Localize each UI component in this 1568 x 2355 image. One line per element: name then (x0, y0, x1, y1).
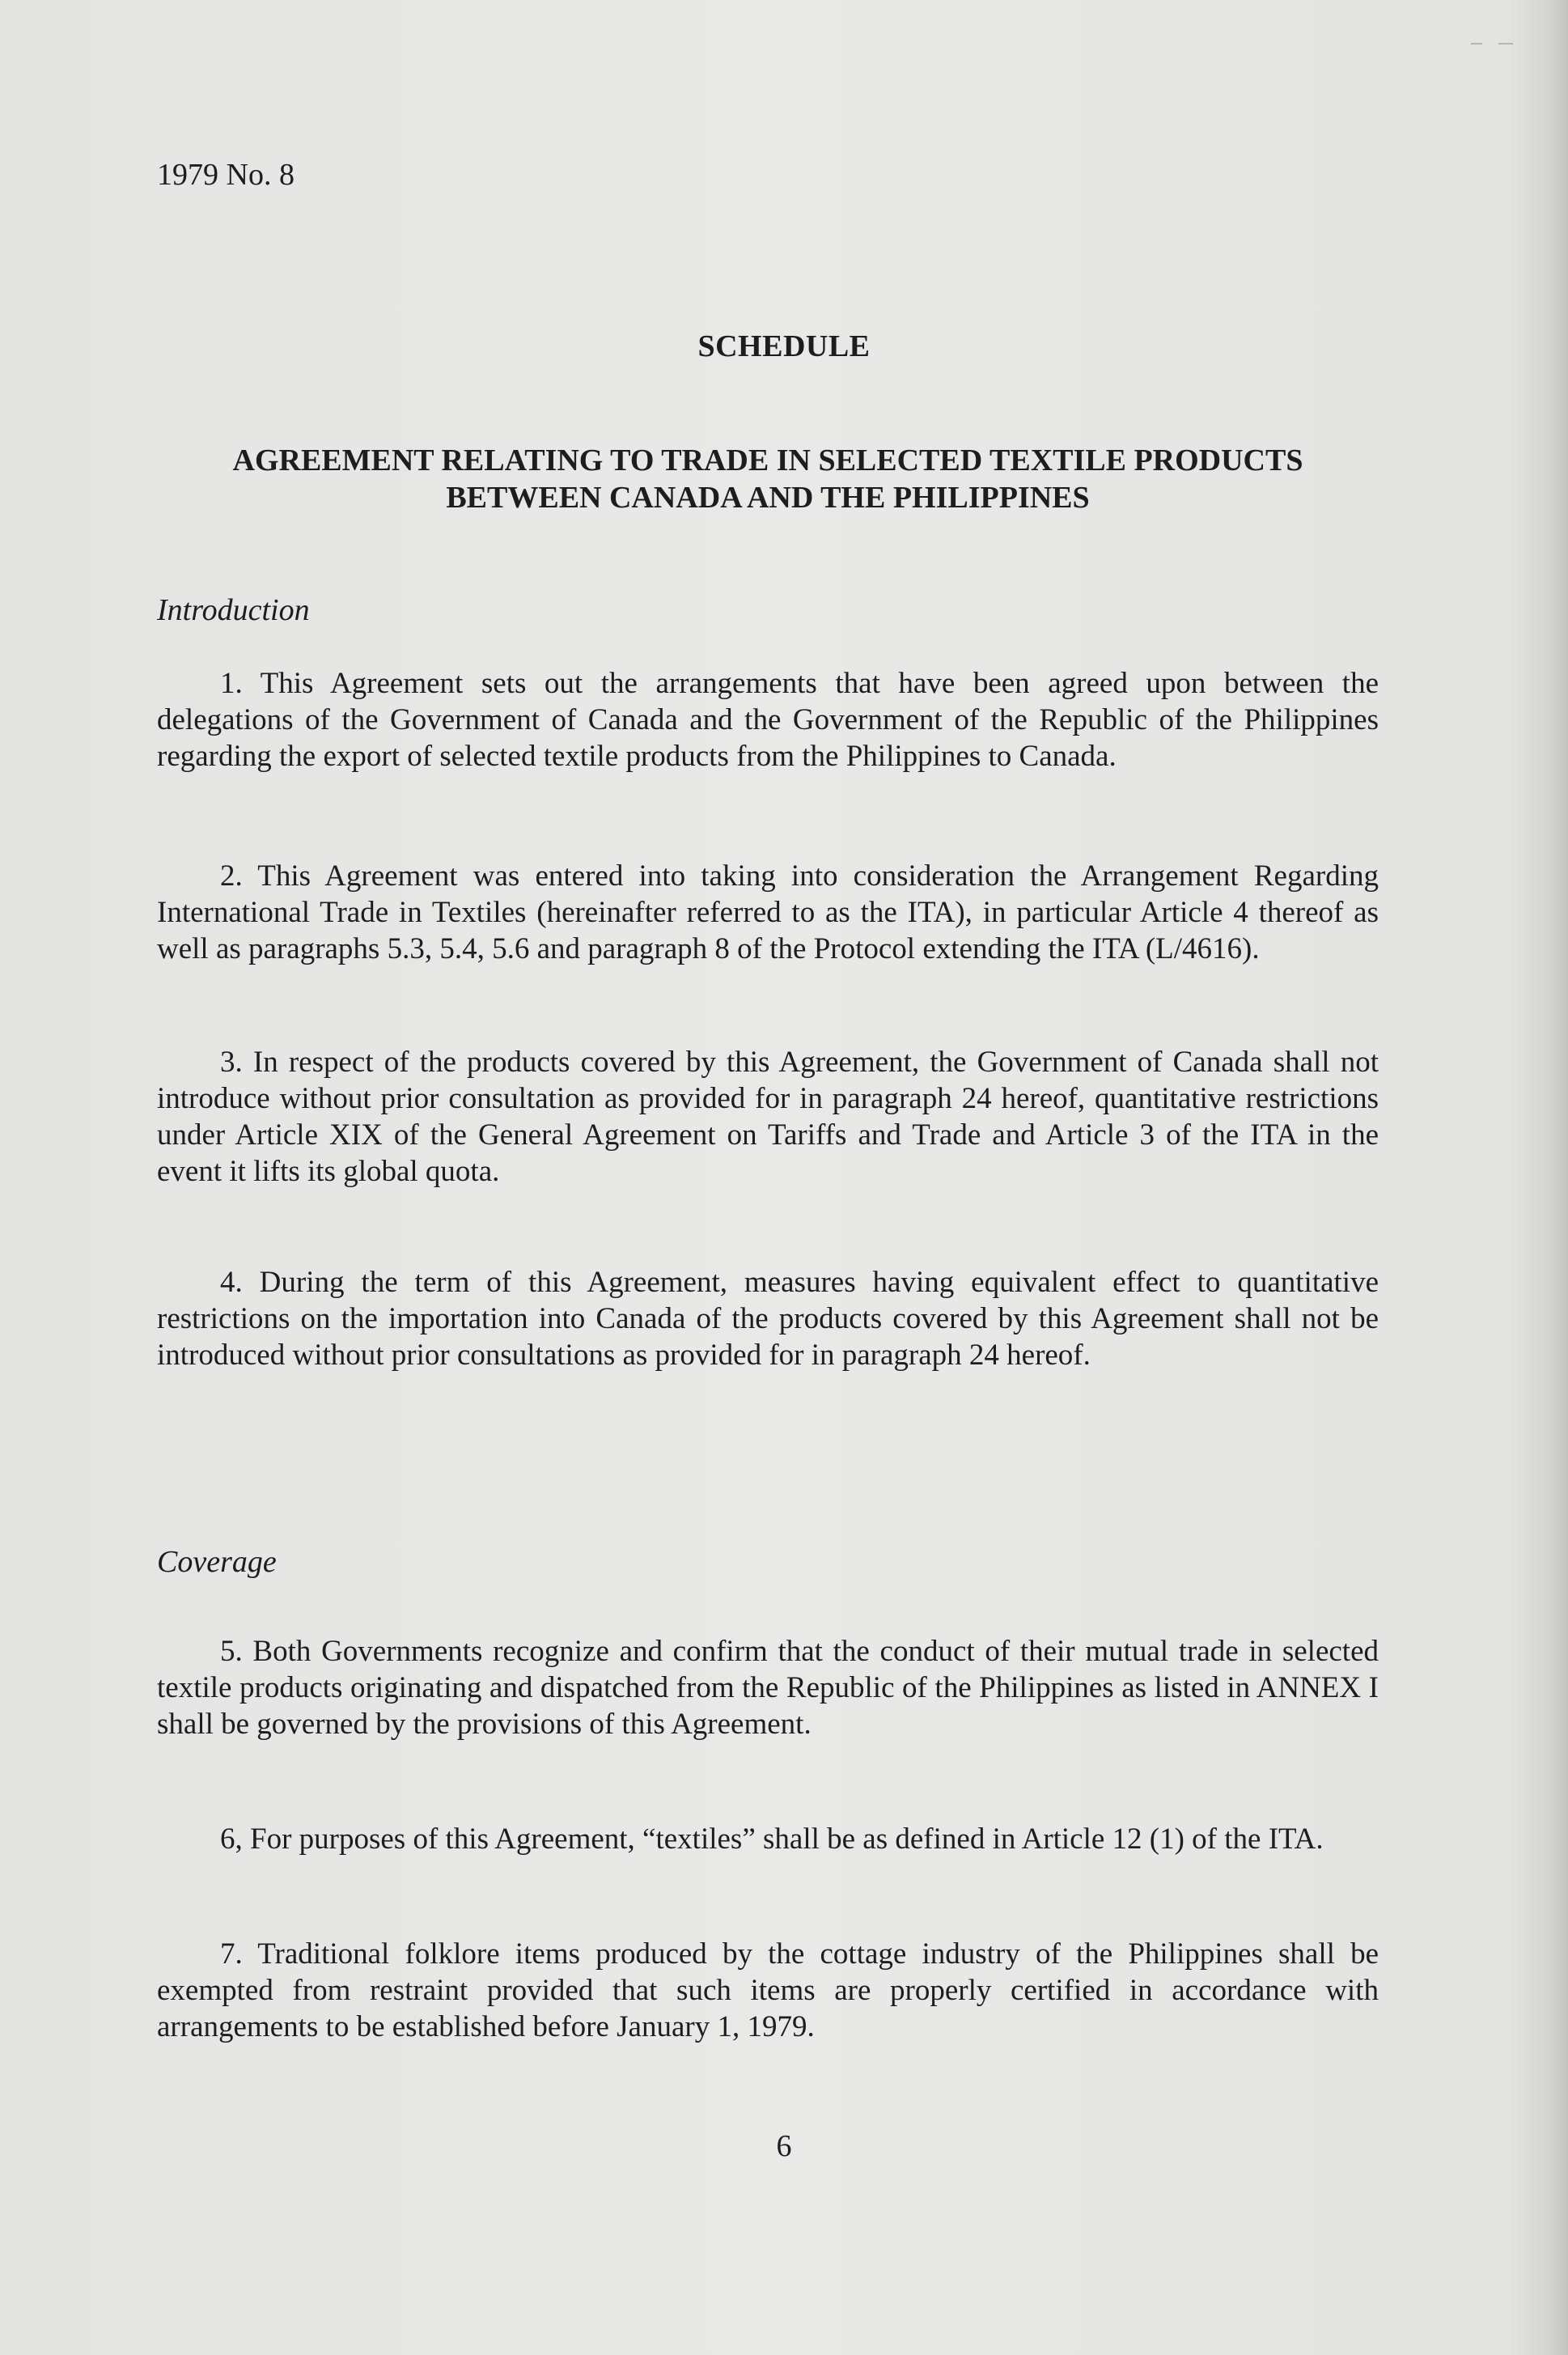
scan-specks (1471, 42, 1519, 45)
agreement-title-line-2: BETWEEN CANADA AND THE PHILIPPINES (446, 481, 1090, 515)
paragraph-6: 6, For purposes of this Agreement, “textiles” shall be as defined in Article 12 (1) of the ITA. (220, 1822, 1324, 1856)
schedule-title: SCHEDULE (697, 329, 871, 363)
agreement-title-line-1: AGREEMENT RELATING TO TRADE IN SELECTED TEXTILE PRODUCTS (232, 443, 1303, 477)
page-number: 6 (776, 2129, 792, 2163)
coverage-heading: Coverage (157, 1545, 277, 1579)
paragraph-3: 3. In respect of the products covered by this Agreement, the Government of Canada shall not introduce without prior consultation as provided for in paragraph 24 hereof, quantitative restrictions under Article XIX of the General Agreement on Tariffs and Trade and Article 3 of the ITA in the event it lifts its global quota. (157, 1046, 1379, 1188)
paragraph-1: 1. This Agreement sets out the arrangements that have been agreed upon between the delegations of the Government of Canada and the Government of the Republic of the Philippines regarding the export of selected textile products from the Philippines to Canada. (157, 667, 1379, 773)
paragraph-7: 7. Traditional folklore items produced by the cottage industry of the Philippines shall be exempted from restraint provided that such items are properly certified in accordance with arrangements to be established before January 1, 1979. (157, 1937, 1379, 2043)
paragraph-5: 5. Both Governments recognize and confirm that the conduct of their mutual trade in selected textile products originating and dispatched from the Republic of the Philippines as listed in ANNEX I shall be governed by the provisions of this Agreement. (157, 1635, 1379, 1741)
agreement-title (157, 442, 1379, 516)
document-reference: 1979 No. 8 (157, 158, 295, 192)
paragraph-2: 2. This Agreement was entered into taking into consideration the Arrangement Regarding International Trade in Textiles (hereinafter referred to as the ITA), in particular Article 4 thereof as well as paragraphs 5.3, 5.4, 5.6 and paragraph 8 of the Protocol extending the ITA (L/4616). (157, 859, 1379, 965)
paragraph-4: 4. During the term of this Agreement, measures having equivalent effect to quantitative restrictions on the importation into Canada of the products covered by this Agreement shall not be introduced without prior consultations as provided for in paragraph 24 hereof. (157, 1266, 1379, 1372)
introduction-heading: Introduction (157, 593, 310, 627)
